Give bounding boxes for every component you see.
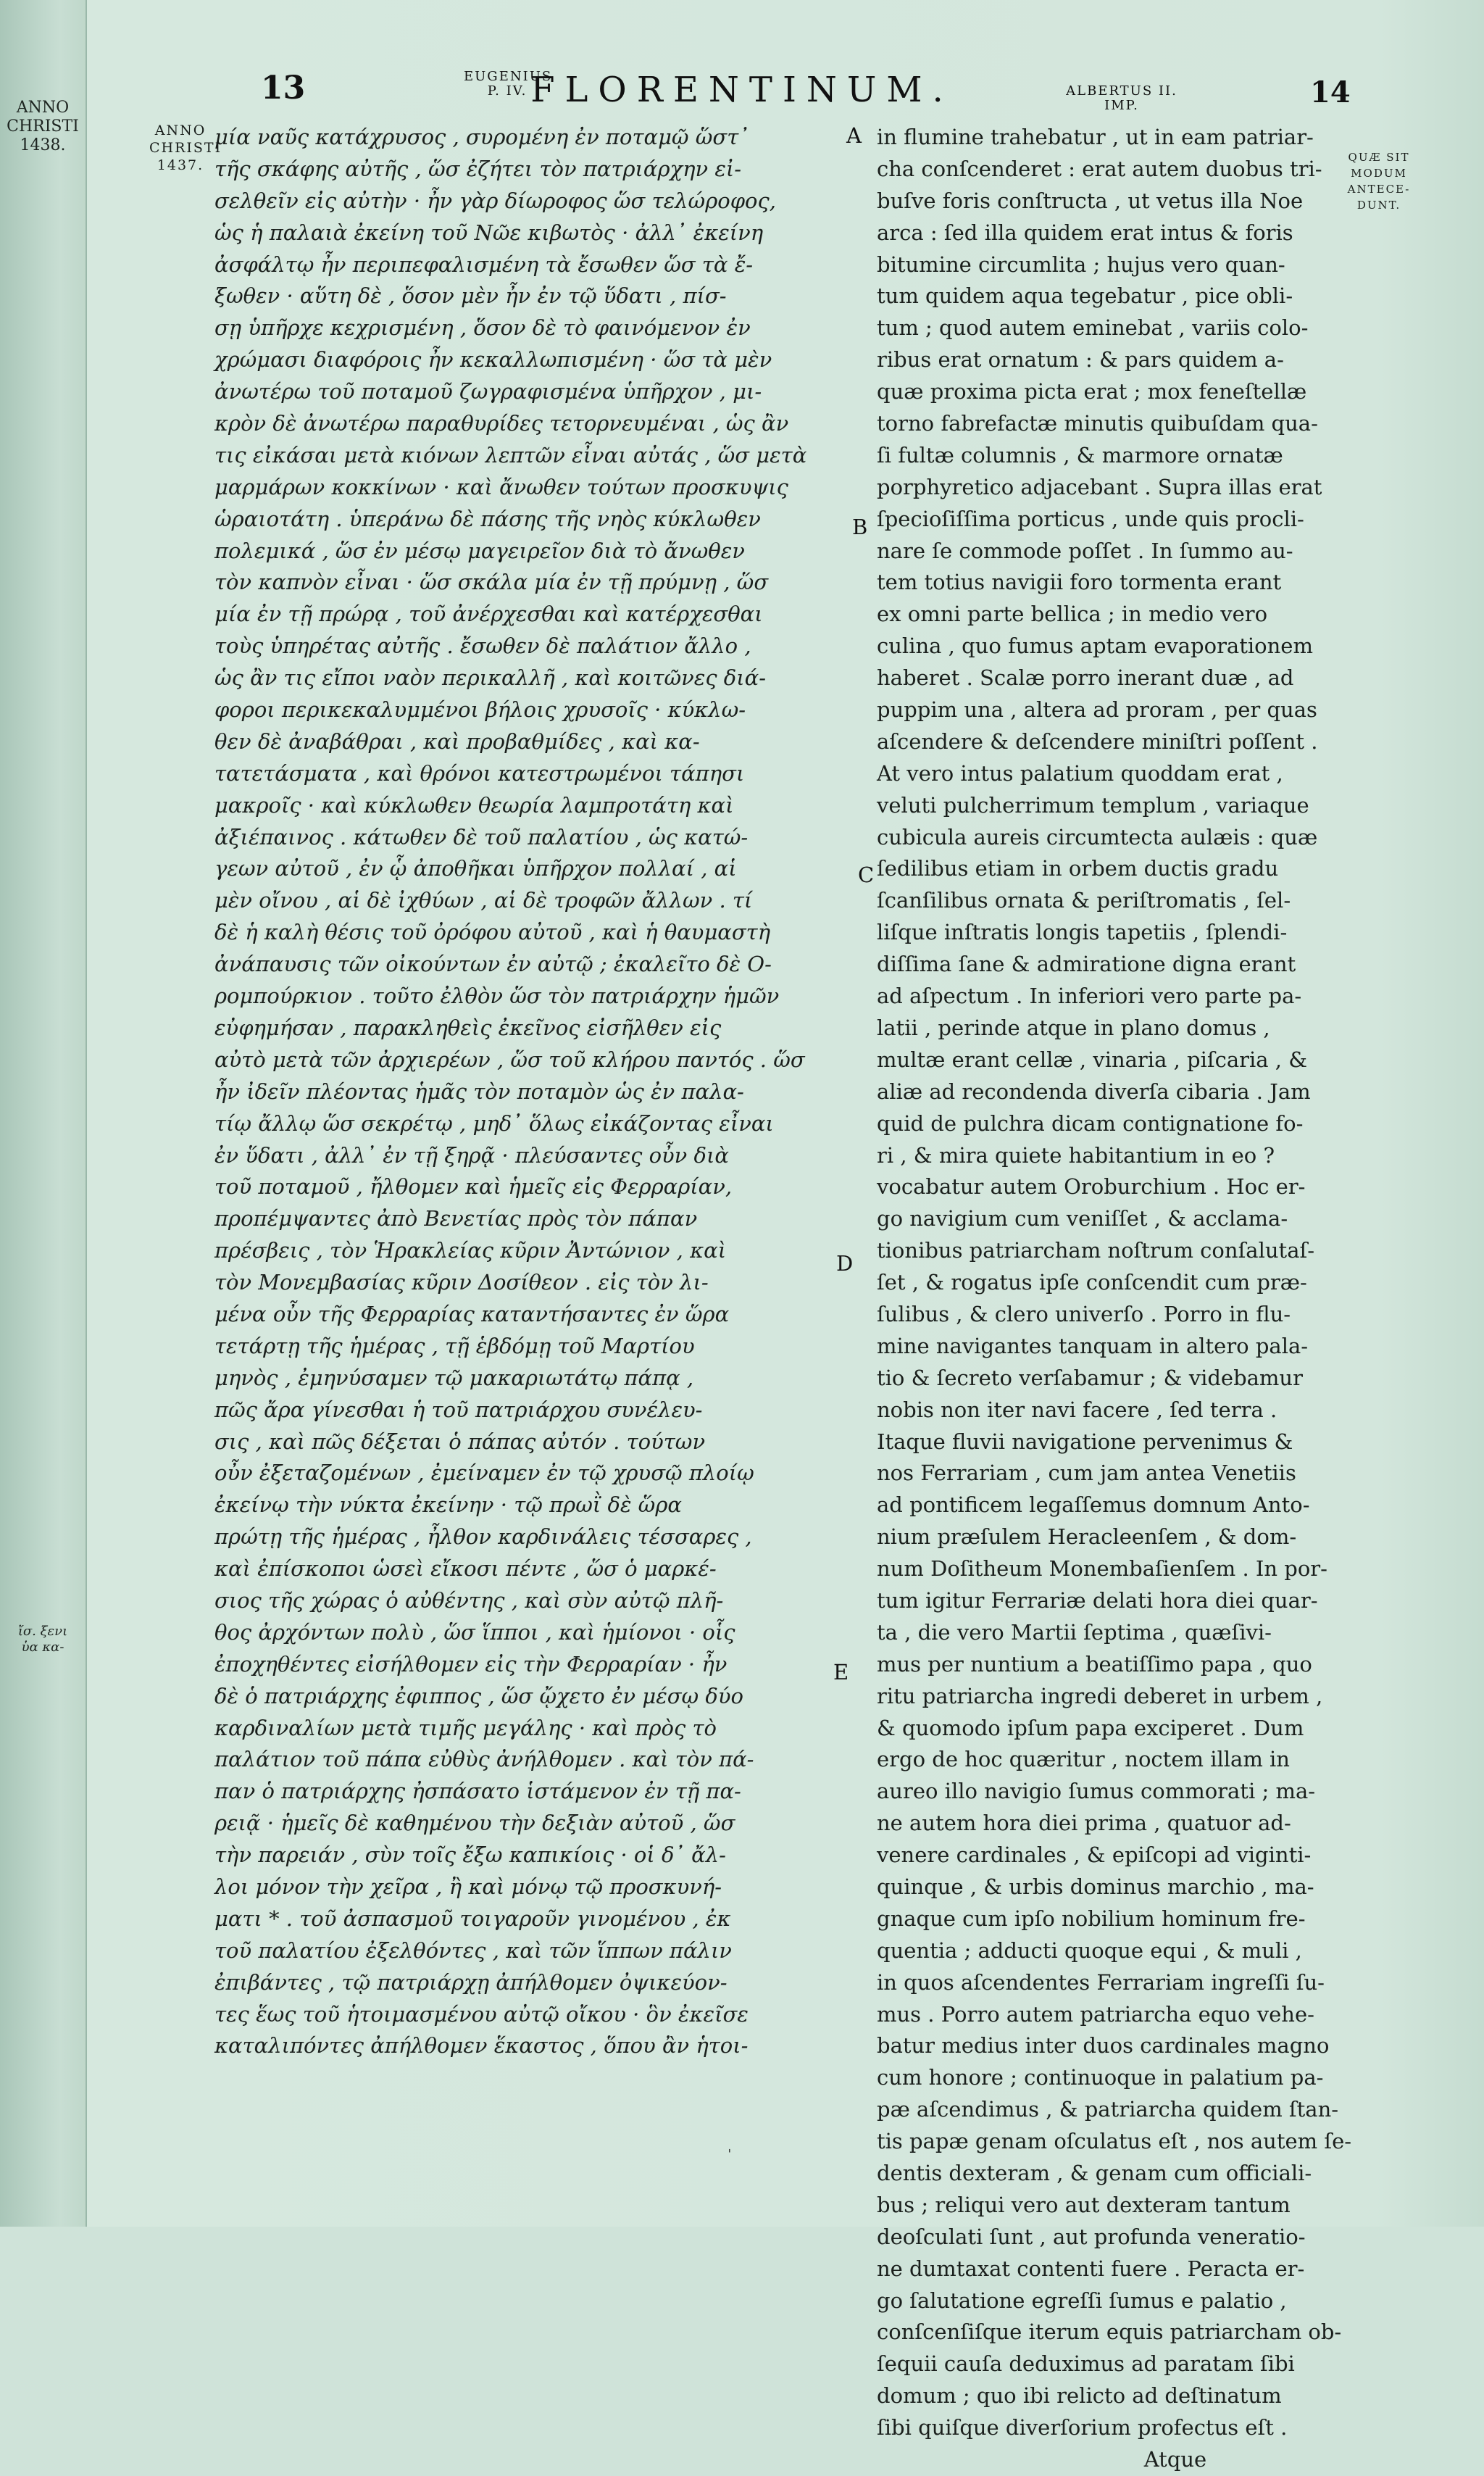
latin-text-line: batur medius inter duos cardinales magno	[877, 2033, 1330, 2059]
greek-text-line: ματι * . τοῦ ἀσπασμοῦ τοιγαροῦν γινομένου , ἐκ	[214, 1906, 731, 1931]
greek-text-line: ὡς ἂν τις εἴποι ναὸν περικαλλῆ , καὶ κοιτῶνες διά-	[214, 665, 766, 691]
latin-text-line: num Doſitheum Monembaſienſem . In por-	[877, 1556, 1327, 1582]
greek-text-line: τις εἰκάσαι μετὰ κιόνων λεπτῶν εἶναι αὐτάς , ὥσ μετὰ	[214, 442, 807, 468]
greek-text-line: τὴν παρειάν , σὺν τοῖς ἔξω καπικίοις · οἱ δ᾽ ἄλ-	[214, 1843, 726, 1868]
header-left-small-line: EUGENIUS	[464, 69, 553, 84]
latin-text-line: ſedilibus etiam in orbem ductis gradu	[877, 856, 1279, 881]
greek-text-line: κρὸν δὲ ἀνωτέρω παραθυρίδες τετορνευμέναι , ὡς ἂν	[214, 411, 789, 436]
latin-text-line: tio & ſecreto verſabamur ; & videbamur	[877, 1365, 1303, 1390]
year-note-line: 1438.	[20, 136, 66, 154]
page-ornament: ˌ	[728, 2137, 732, 2154]
latin-text-line: ſcanſilibus ornata & periſtromatis , ſel-	[877, 888, 1291, 913]
latin-text-line: pæ aſcendimus , & patriarcha quidem ſtan-	[877, 2097, 1339, 2122]
latin-text-line: ad aſpectum . In inferiori vero parte pa-	[877, 984, 1302, 1009]
latin-text-line: deoſculati ſunt , aut profunda veneratio-	[877, 2224, 1306, 2249]
greek-text-line: οὖν ἐξεταζομένων , ἐμείναμεν ἐν τῷ χρυσῷ πλοίῳ	[214, 1461, 754, 1486]
greek-text-line: τῆς σκάφης αὐτῆς , ὥσ ἐζήτει τὸν πατριάρχην εἰ-	[214, 156, 742, 181]
latin-text-line: veluti pulcherrimum templum , variaque	[877, 792, 1309, 818]
greek-text-line: ἐπιβάντες , τῷ πατριάρχῃ ἀπήλθομεν ὀψικεύον-	[214, 1969, 728, 1995]
greek-text-line: παν ὁ πατριάρχης ἠσπάσατο ἱστάμενον ἐν τῇ πα-	[214, 1779, 741, 1804]
latin-text-line: ritu patriarcha ingredi deberet in urbem ,	[877, 1683, 1323, 1708]
margin-note-line: MODUM	[1351, 167, 1407, 180]
latin-text-line: ergo de hoc quæritur , noctem illam in	[877, 1747, 1290, 1772]
left-margin-note	[149, 122, 222, 174]
greek-text-line: τοῦ παλατίου ἐξελθόντες , καὶ τῶν ἵππων πάλιν	[214, 1937, 732, 1963]
latin-text-line: aſcendere & deſcendere miniſtri poſſent .	[877, 728, 1318, 754]
book-gutter	[0, 0, 87, 2227]
latin-text-line: torno fabrefactæ minutis quibuſdam qua-	[877, 411, 1318, 436]
greek-text-line: ἐν ὕδατι , ἀλλ᾽ ἐν τῇ ξηρᾷ · πλεύσαντες οὖν διὰ	[214, 1142, 729, 1168]
greek-text-line: μία ναῦς κατάχρυσος , συρομένη ἐν ποταμῷ ὥστ᾽	[214, 125, 749, 149]
latin-text-line: ribus erat ornatum : & pars quidem a-	[877, 347, 1284, 373]
latin-text-line: ad pontificem legaſſemus domnum Anto-	[877, 1492, 1310, 1518]
header-right-small	[1064, 84, 1180, 113]
latin-text-line: bus ; reliqui vero aut dexteram tantum	[877, 2192, 1291, 2217]
greek-text-line: ὡς ἡ παλαιὰ ἐκείνη τοῦ Νῶε κιβωτὸς · ἀλλ᾽ ἐκείνη	[214, 220, 764, 245]
fragment-note-line: ἴσ. ξενι	[17, 1624, 68, 1639]
greek-text-line: ἦν ἰδεῖν πλέοντας ἡμᾶς τὸν ποταμὸν ὡς ἐν παλα-	[214, 1079, 744, 1104]
latin-text-line: At vero intus palatium quoddam erat ,	[877, 760, 1283, 786]
latin-text-line: nium præſulem Heracleenſem , & dom-	[877, 1524, 1297, 1550]
latin-text-line: haberet . Scalæ porro inerant duæ , ad	[877, 665, 1294, 691]
greek-text-line: εὐφημήσαν , παρακληθεὶς ἐκεῖνος εἰσῆλθεν εἰς	[214, 1015, 722, 1040]
greek-text-line: ἀξιέπαινος . κάτωθεν δὲ τοῦ παλατίου , ὡς κατώ-	[214, 824, 749, 849]
greek-text-line: δὲ ὁ πατριάρχης ἐφιππος , ὥσ ᾤχετο ἐν μέσῳ δύο	[214, 1683, 743, 1708]
latin-text-line: puppim una , altera ad proram , per quas	[877, 697, 1317, 723]
latin-text-line: ne autem hora diei prima , quatuor ad-	[877, 1811, 1291, 1836]
latin-text-line: tum ; quod autem eminebat , variis colo-	[877, 315, 1309, 341]
latin-text-line: mus . Porro autem patriarcha equo vehe-	[877, 2001, 1314, 2027]
margin-note-line: ANNO	[154, 122, 207, 138]
greek-text-line: γεων αὐτοῦ , ἐν ᾧ ἀποθῆκαι ὑπῆρχον πολλαί , αἱ	[214, 856, 737, 881]
latin-text-line: go ſalutatione egreſſi ſumus e palatio ,	[877, 2288, 1287, 2313]
latin-text-line: Itaque fluvii navigatione pervenimus &	[877, 1429, 1293, 1454]
greek-text-line: λοι μόνον τὴν χεῖρα , ἢ καὶ μόνῳ τῷ προσκυνή-	[214, 1874, 722, 1899]
latin-text-line: nare ſe commode poſſet . In ſummo au-	[877, 538, 1293, 563]
greek-text-column	[214, 122, 842, 2062]
latin-text-line: in quos aſcendentes Ferrariam ingreſſi ſu-	[877, 1969, 1325, 1995]
greek-text-line: ρομπούρκιον . τοῦτο ἐλθὸν ὥσ τὸν πατριάρχην ἡμῶν	[214, 984, 780, 1009]
latin-text-line: venere cardinales , & epiſcopi ad viginti-	[877, 1843, 1312, 1868]
latin-text-line: dentis dexteram , & genam cum officiali-	[877, 2161, 1312, 2185]
latin-text-line: ſpecioſiſſima porticus , unde quis procli-	[877, 506, 1304, 531]
greek-text-line: θεν δὲ ἀναβάθραι , καὶ προβαθμίδες , καὶ κα-	[214, 728, 700, 754]
header-left-small-line: P. IV.	[487, 83, 528, 99]
greek-text-line: μένα οὖν τῆς Φερραρίας καταντήσαντες ἐν ὥρα	[214, 1301, 730, 1326]
latin-text-line: arca : ſed illa quidem erat intus & foris	[877, 220, 1293, 245]
greek-text-line: πρέσβεις , τὸν Ἡρακλείας κῦριν Ἀντώνιον , καὶ	[214, 1238, 727, 1263]
greek-text-line: τες ἕως τοῦ ἡτοιμασμένου αὐτῷ οἴκου · ὃν ἐκεῖσε	[214, 2001, 749, 2027]
greek-text-line: παλάτιον τοῦ πάπα εὐθὺς ἀνήλθομεν . καὶ τὸν πά-	[214, 1747, 754, 1772]
latin-text-line: quentia ; adducti quoque equi , & muli ,	[877, 1937, 1302, 1963]
latin-text-line: tis papæ genam oſculatus eſt , nos autem ſe-	[877, 2129, 1352, 2154]
latin-text-line: quæ proxima picta erat ; mox feneſtellæ	[877, 379, 1307, 404]
margin-note-line: DUNT.	[1356, 199, 1401, 212]
greek-text-line: μακροῖς · καὶ κύκλωθεν θεωρία λαμπροτάτη καὶ	[214, 792, 734, 818]
greek-text-line: θος ἀρχόντων πολὺ , ὥσ ἵπποι , καὶ ἡμίονοι · οἷς	[214, 1619, 735, 1645]
greek-text-line: ρειᾷ · ἡμεῖς δὲ καθημένου τὴν δεξιὰν αὐτοῦ , ὥσ	[214, 1811, 735, 1836]
latin-text-line: mine navigantes tanquam in altero pala-	[877, 1333, 1309, 1358]
greek-text-line: καὶ ἐπίσκοποι ὡσεὶ εἴκοσι πέντε , ὥσ ὁ μαρκέ-	[214, 1556, 717, 1582]
year-note-line: CHRISTI	[7, 117, 79, 136]
running-title: FLORENTINUM.	[530, 70, 954, 110]
greek-text-line: ἀνάπαυσις τῶν οἰκούντων ἐν αὐτῷ ; ἐκαλεῖτο δὲ Ο-	[214, 952, 772, 977]
latin-text-line: & quomodo ipſum papa exciperet . Dum	[877, 1715, 1304, 1740]
latin-text-line: ta , die vero Martii ſeptima , quæſivi-	[877, 1619, 1272, 1645]
year-note-line: ANNO	[16, 99, 70, 117]
greek-text-line: μηνὸς , ἐμηνύσαμεν τῷ μακαριωτάτῳ πάπᾳ ,	[214, 1365, 694, 1390]
latin-text-line: ſibi quiſque diverſorium profectus eſt .	[877, 2415, 1288, 2440]
greek-text-line: μία ἐν τῇ πρώρᾳ , τοῦ ἀνέρχεσθαι καὶ κατέρχεσθαι	[214, 602, 763, 627]
latin-text-line: ſet , & rogatus ipſe conſcendit cum præ-	[877, 1270, 1307, 1295]
greek-text-line: τετάρτῃ τῆς ἡμέρας , τῇ ἑβδόμῃ τοῦ Μαρτίου	[214, 1333, 695, 1358]
page-number-left: 13	[261, 70, 306, 107]
greek-text-line: τὸν Μονεμβασίας κῦριν Δοσίθεον . εἰς τὸν λι-	[214, 1270, 709, 1295]
greek-text-line: μαρμάρων κοκκίνων · καὶ ἄνωθεν τούτων προσκυψις	[214, 474, 788, 499]
latin-text-line: cubicula aureis circumtecta aulæis : quæ	[877, 824, 1318, 849]
greek-text-line: ἐποχηθέντες εἰσήλθομεν εἰς τὴν Φερραρίαν · ἦν	[214, 1651, 728, 1677]
greek-text-line: πρώτῃ τῆς ἡμέρας , ἦλθον καρδινάλεις τέσσαρες ,	[214, 1524, 752, 1550]
latin-text-line: ne dumtaxat contenti fuere . Peracta er-	[877, 2256, 1305, 2281]
greek-text-line: τὸν καπνὸν εἶναι · ὥσ σκάλα μία ἐν τῇ πρύμνῃ , ὥσ	[214, 570, 769, 595]
section-marker-e: E	[833, 1660, 849, 1684]
latin-text-line: buſve foris conſtructa , ut vetus illa Noe	[877, 188, 1304, 213]
latin-text-line: diſſima ſane & admiratione digna erant	[877, 952, 1296, 977]
greek-text-line: ἀνωτέρω τοῦ ποταμοῦ ζωγραφισμένα ὑπῆρχον , μι-	[214, 379, 762, 404]
latin-text-line: nos Ferrariam , cum jam antea Venetiis	[877, 1461, 1296, 1486]
latin-text-line: cum honore ; continuoque in palatium pa-	[877, 2065, 1324, 2090]
latin-text-line: liſque inſtratis longis tapetiis , ſplendi-	[877, 920, 1288, 945]
latin-text-line: in flumine trahebatur , ut in eam patriar-	[877, 125, 1314, 149]
latin-text-line: vocabatur autem Oroburchium . Hoc er-	[877, 1174, 1306, 1200]
latin-text-column	[877, 122, 1352, 2476]
greek-text-line: καρδιναλίων μετὰ τιμῆς μεγάλης · καὶ πρὸς τὸ	[214, 1715, 717, 1740]
latin-text-line: tum quidem aqua tegebatur , pice obli-	[877, 283, 1293, 309]
greek-text-line: πολεμικά , ὥσ ἐν μέσῳ μαγειρεῖον διὰ τὸ ἄνωθεν	[214, 538, 745, 563]
latin-text-line: ſulibus , & clero univerſo . Porro in flu-	[877, 1301, 1291, 1326]
greek-text-line: σῃ ὑπῆρχε κεχρισμένη , ὅσον δὲ τὸ φαινόμενον ἐν	[214, 315, 751, 341]
latin-text-line: ex omni parte bellica ; in medio vero	[877, 602, 1268, 627]
latin-text-line: tum igitur Ferrariæ delati hora diei quar-	[877, 1587, 1318, 1613]
previous-page-fragment-note	[4, 1624, 81, 1655]
margin-note-line: 1437.	[157, 157, 204, 173]
latin-text-line: Atque	[877, 2447, 1207, 2472]
greek-text-line: σις , καὶ πῶς δέξεται ὁ πάπας αὐτόν . τούτων	[214, 1429, 706, 1454]
latin-text-line: mus per nuntium a beatiſſimo papa , quo	[877, 1651, 1312, 1677]
latin-text-line: bitumine circumlita ; hujus vero quan-	[877, 252, 1285, 277]
greek-text-line: σιος τῆς χώρας ὁ αὐθέντης , καὶ σὺν αὐτῷ πλῆ-	[214, 1587, 724, 1613]
latin-text-line: quinque , & urbis dominus marchio , ma-	[877, 1874, 1314, 1899]
margin-note-line: ANTECE-	[1347, 183, 1411, 196]
section-marker-b: B	[852, 515, 868, 539]
greek-text-line: τοὺς ὑπηρέτας αὐτῆς . ἔσωθεν δὲ παλάτιον ἄλλο ,	[214, 633, 751, 659]
latin-text-line: gnaque cum ipſo nobilium hominum fre-	[877, 1906, 1306, 1931]
latin-text-line: cha conſcenderet : erat autem duobus tri-	[877, 156, 1322, 181]
latin-text-line: multæ erant cellæ , vinaria , piſcaria , &	[877, 1047, 1308, 1072]
latin-text-line: ſi fultæ columnis , & marmore ornatæ	[877, 442, 1283, 468]
greek-text-line: χρώμασι διαφόροις ἦν κεκαλλωπισμένη · ὥσ τὰ μὲν	[214, 347, 772, 373]
latin-text-line: porphyretico adjacebant . Supra illas erat	[877, 474, 1322, 499]
page-header	[0, 70, 1484, 128]
greek-text-line: ἀσφάλτῳ ἦν περιπεφαλισμένη τὰ ἔσωθεν ὥσ τὰ ἔ-	[214, 252, 754, 277]
margin-note-line: CHRISTI	[149, 140, 222, 156]
right-margin-note	[1339, 149, 1419, 213]
section-marker-c: C	[858, 863, 875, 887]
greek-text-line: μὲν οἴνου , αἱ δὲ ἰχθύων , αἱ δὲ τροφῶν ἄλλων . τί	[214, 888, 753, 913]
header-right-small-line: IMP.	[1104, 98, 1139, 113]
greek-text-line: ξωθεν · αὕτη δὲ , ὅσον μὲν ἦν ἐν τῷ ὕδατι , πίσ-	[214, 283, 727, 309]
latin-text-line: aliæ ad recondenda diverſa cibaria . Jam	[877, 1079, 1311, 1104]
latin-text-line: ri , & mira quiete habitantium in eo ?	[877, 1142, 1275, 1168]
latin-text-line: nobis non iter navi facere , ſed terra .	[877, 1397, 1277, 1422]
latin-text-line: tem totius navigii foro tormenta erant	[877, 570, 1282, 595]
greek-text-line: καταλιπόντες ἀπήλθομεν ἕκαστος , ὅπου ἂν ἡτοι-	[214, 2033, 749, 2059]
latin-text-line: domum ; quo ibi relicto ad deſtinatum	[877, 2383, 1282, 2409]
latin-text-line: ſequii cauſa deduximus ad paratam ſibi	[877, 2351, 1295, 2377]
greek-text-line: ἐκείνῳ τὴν νύκτα ἐκείνην · τῷ πρωῒ δὲ ὥρα	[214, 1492, 682, 1518]
section-marker-d: D	[836, 1251, 854, 1276]
greek-text-line: ὡραιοτάτη . ὑπεράνω δὲ πάσης τῆς νηὸς κύκλωθεν	[214, 506, 761, 531]
greek-text-line: πῶς ἄρα γίνεσθαι ἡ τοῦ πατριάρχου συνέλευ-	[214, 1397, 703, 1422]
greek-text-line: φοροι περικεκαλυμμένοι βήλοις χρυσοῖς · κύκλω-	[214, 697, 746, 723]
latin-text-line: quid de pulchra dicam contignatione fo-	[877, 1110, 1304, 1136]
greek-text-line: προπέμψαντες ἀπὸ Βενετίας πρὸς τὸν πάπαν	[214, 1206, 698, 1231]
section-marker-a: A	[846, 123, 862, 148]
greek-text-line: δὲ ἡ καλὴ θέσις τοῦ ὀρόφου αὐτοῦ , καὶ ἡ θαυμαστὴ	[214, 920, 771, 945]
greek-text-line: τίῳ ἄλλῳ ὥσ σεκρέτῳ , μηδ᾽ ὅλως εἰκάζοντας εἶναι	[214, 1110, 774, 1136]
greek-text-line: σελθεῖν εἰς αὐτὴν · ἦν γὰρ δίωροφος ὥσ τελώροφος,	[214, 188, 776, 213]
latin-text-line: aureo illo navigio ſumus commorati ; ma-	[877, 1779, 1316, 1804]
latin-text-line: culina , quo fumus aptam evaporationem	[877, 633, 1313, 659]
latin-text-line: latii , perinde atque in plano domus ,	[877, 1015, 1270, 1040]
fragment-note-line: ὑα κα-	[21, 1640, 64, 1655]
header-right-small-line: ALBERTUS II.	[1066, 83, 1177, 99]
page-number-right: 14	[1310, 75, 1351, 109]
greek-text-line: τοῦ ποταμοῦ , ἤλθομεν καὶ ἡμεῖς εἰς Φερραρίαν,	[214, 1174, 733, 1200]
latin-text-line: tionibus patriarcham noſtrum conſalutaſ-	[877, 1238, 1315, 1263]
greek-text-line: αὐτὸ μετὰ τῶν ἀρχιερέων , ὥσ τοῦ κλήρου παντός . ὥσ	[214, 1047, 805, 1072]
latin-text-line: go navigium cum veniſſet , & acclama-	[877, 1206, 1288, 1231]
greek-text-line: τατετάσματα , καὶ θρόνοι κατεστρωμένοι τάπησι	[214, 760, 745, 786]
margin-note-line: QUÆ SIT	[1348, 151, 1410, 164]
latin-text-line: conſcenſiſque iterum equis patriarcham ob-	[877, 2319, 1342, 2345]
